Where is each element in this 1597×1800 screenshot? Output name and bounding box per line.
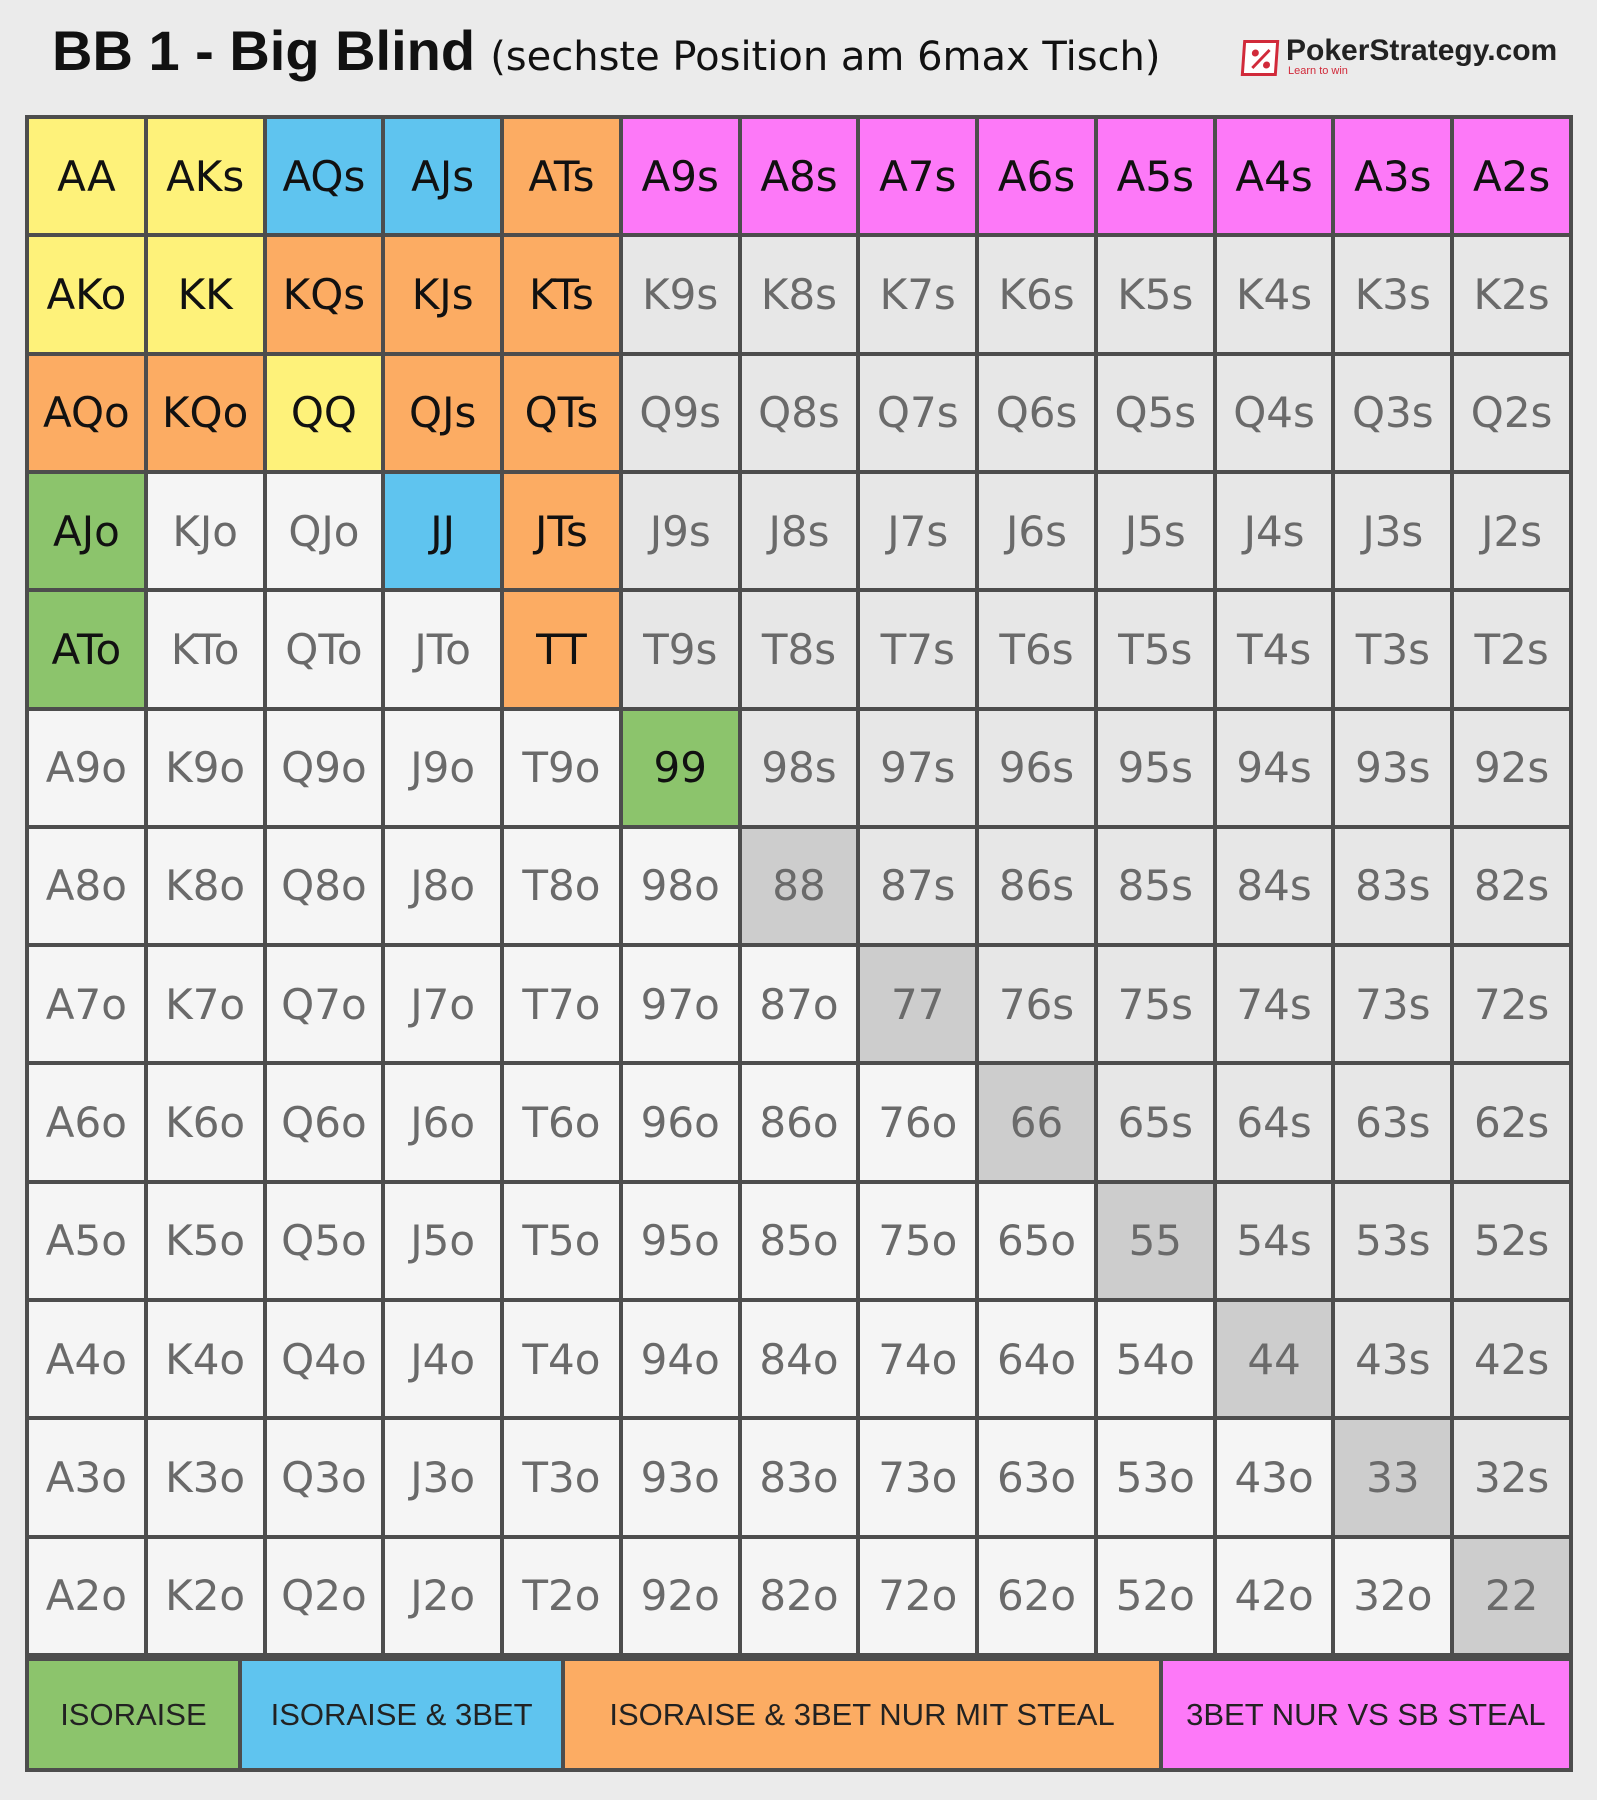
- hand-cell-22: 22: [1454, 1539, 1569, 1653]
- hand-cell-j3o: J3o: [385, 1420, 500, 1534]
- hand-cell-76o: 76o: [860, 1065, 975, 1179]
- hand-cell-t2s: T2s: [1454, 592, 1569, 706]
- hand-cell-tt: TT: [504, 592, 619, 706]
- hand-cell-k2s: K2s: [1454, 237, 1569, 351]
- hand-cell-77: 77: [860, 947, 975, 1061]
- hand-cell-a6o: A6o: [29, 1065, 144, 1179]
- hand-cell-87s: 87s: [860, 829, 975, 943]
- hand-cell-k7o: K7o: [148, 947, 263, 1061]
- hand-cell-86o: 86o: [742, 1065, 857, 1179]
- hand-cell-86s: 86s: [979, 829, 1094, 943]
- hand-cell-qts: QTs: [504, 356, 619, 470]
- hand-cell-42o: 42o: [1217, 1539, 1332, 1653]
- hand-cell-k3o: K3o: [148, 1420, 263, 1534]
- hand-cell-a7s: A7s: [860, 119, 975, 233]
- hand-cell-q9s: Q9s: [623, 356, 738, 470]
- hand-cell-ats: ATs: [504, 119, 619, 233]
- hand-cell-96o: 96o: [623, 1065, 738, 1179]
- hand-cell-t8s: T8s: [742, 592, 857, 706]
- hand-cell-q5o: Q5o: [267, 1184, 382, 1298]
- hand-cell-j7o: J7o: [385, 947, 500, 1061]
- hand-cell-j4s: J4s: [1217, 474, 1332, 588]
- hand-cell-k6s: K6s: [979, 237, 1094, 351]
- hand-cell-aa: AA: [29, 119, 144, 233]
- hand-cell-t6o: T6o: [504, 1065, 619, 1179]
- hand-cell-j2o: J2o: [385, 1539, 500, 1653]
- hand-cell-75s: 75s: [1098, 947, 1213, 1061]
- hand-cell-j8o: J8o: [385, 829, 500, 943]
- hand-cell-kjs: KJs: [385, 237, 500, 351]
- hand-cell-j6o: J6o: [385, 1065, 500, 1179]
- hand-cell-kk: KK: [148, 237, 263, 351]
- hand-cell-76s: 76s: [979, 947, 1094, 1061]
- hand-cell-t8o: T8o: [504, 829, 619, 943]
- hand-cell-88: 88: [742, 829, 857, 943]
- hand-cell-42s: 42s: [1454, 1302, 1569, 1416]
- hand-cell-99: 99: [623, 711, 738, 825]
- hand-cell-a5o: A5o: [29, 1184, 144, 1298]
- hand-cell-qjs: QJs: [385, 356, 500, 470]
- hand-cell-j2s: J2s: [1454, 474, 1569, 588]
- hand-cell-82s: 82s: [1454, 829, 1569, 943]
- hand-cell-85s: 85s: [1098, 829, 1213, 943]
- hand-cell-a3o: A3o: [29, 1420, 144, 1534]
- hand-cell-44: 44: [1217, 1302, 1332, 1416]
- hand-cell-j5s: J5s: [1098, 474, 1213, 588]
- pokerstrategy-logo: [1242, 34, 1562, 84]
- hand-cell-a6s: A6s: [979, 119, 1094, 233]
- hand-cell-t4s: T4s: [1217, 592, 1332, 706]
- hand-range-grid: [25, 115, 1573, 1657]
- hand-cell-q6o: Q6o: [267, 1065, 382, 1179]
- hand-cell-j3s: J3s: [1335, 474, 1450, 588]
- hand-cell-q3s: Q3s: [1335, 356, 1450, 470]
- hand-cell-72s: 72s: [1454, 947, 1569, 1061]
- hand-cell-q2o: Q2o: [267, 1539, 382, 1653]
- hand-cell-q7s: Q7s: [860, 356, 975, 470]
- hand-cell-65o: 65o: [979, 1184, 1094, 1298]
- hand-cell-q3o: Q3o: [267, 1420, 382, 1534]
- hand-cell-55: 55: [1098, 1184, 1213, 1298]
- hand-cell-64o: 64o: [979, 1302, 1094, 1416]
- hand-cell-73o: 73o: [860, 1420, 975, 1534]
- hand-cell-54s: 54s: [1217, 1184, 1332, 1298]
- hand-cell-84s: 84s: [1217, 829, 1332, 943]
- hand-cell-kto: KTo: [148, 592, 263, 706]
- hand-cell-k9s: K9s: [623, 237, 738, 351]
- hand-cell-k4s: K4s: [1217, 237, 1332, 351]
- hand-cell-q9o: Q9o: [267, 711, 382, 825]
- hand-cell-t5s: T5s: [1098, 592, 1213, 706]
- hand-cell-j9o: J9o: [385, 711, 500, 825]
- hand-cell-qto: QTo: [267, 592, 382, 706]
- page-title: BB 1 - Big Blind: [52, 19, 476, 82]
- hand-cell-q2s: Q2s: [1454, 356, 1569, 470]
- hand-cell-62s: 62s: [1454, 1065, 1569, 1179]
- hand-cell-t5o: T5o: [504, 1184, 619, 1298]
- hand-cell-aqs: AQs: [267, 119, 382, 233]
- hand-cell-73s: 73s: [1335, 947, 1450, 1061]
- hand-cell-a4o: A4o: [29, 1302, 144, 1416]
- hand-cell-65s: 65s: [1098, 1065, 1213, 1179]
- hand-cell-63o: 63o: [979, 1420, 1094, 1534]
- hand-cell-32o: 32o: [1335, 1539, 1450, 1653]
- hand-cell-a9s: A9s: [623, 119, 738, 233]
- hand-cell-ako: AKo: [29, 237, 144, 351]
- legend-item-orange: ISORAISE & 3BET NUR MIT STEAL: [565, 1661, 1158, 1768]
- hand-cell-ajs: AJs: [385, 119, 500, 233]
- hand-cell-97s: 97s: [860, 711, 975, 825]
- hand-cell-kqs: KQs: [267, 237, 382, 351]
- hand-cell-92s: 92s: [1454, 711, 1569, 825]
- hand-cell-kts: KTs: [504, 237, 619, 351]
- hand-cell-33: 33: [1335, 1420, 1450, 1534]
- hand-cell-62o: 62o: [979, 1539, 1094, 1653]
- percent-card-icon: [1241, 40, 1280, 76]
- hand-cell-52s: 52s: [1454, 1184, 1569, 1298]
- hand-cell-a3s: A3s: [1335, 119, 1450, 233]
- hand-cell-a4s: A4s: [1217, 119, 1332, 233]
- hand-cell-k4o: K4o: [148, 1302, 263, 1416]
- hand-cell-k8s: K8s: [742, 237, 857, 351]
- hand-cell-85o: 85o: [742, 1184, 857, 1298]
- hand-cell-q6s: Q6s: [979, 356, 1094, 470]
- hand-cell-t9s: T9s: [623, 592, 738, 706]
- hand-cell-q5s: Q5s: [1098, 356, 1213, 470]
- hand-cell-j4o: J4o: [385, 1302, 500, 1416]
- hand-cell-52o: 52o: [1098, 1539, 1213, 1653]
- hand-cell-j5o: J5o: [385, 1184, 500, 1298]
- hand-cell-j6s: J6s: [979, 474, 1094, 588]
- hand-cell-t3o: T3o: [504, 1420, 619, 1534]
- hand-cell-72o: 72o: [860, 1539, 975, 1653]
- hand-cell-a9o: A9o: [29, 711, 144, 825]
- hand-cell-k6o: K6o: [148, 1065, 263, 1179]
- hand-cell-98o: 98o: [623, 829, 738, 943]
- hand-cell-74o: 74o: [860, 1302, 975, 1416]
- hand-cell-jj: JJ: [385, 474, 500, 588]
- logo-brand-text: PokerStrategy.com: [1286, 34, 1558, 67]
- hand-cell-98s: 98s: [742, 711, 857, 825]
- hand-cell-a2s: A2s: [1454, 119, 1569, 233]
- hand-cell-t4o: T4o: [504, 1302, 619, 1416]
- hand-cell-qq: QQ: [267, 356, 382, 470]
- hand-cell-43o: 43o: [1217, 1420, 1332, 1534]
- title-row: [52, 18, 1202, 98]
- hand-cell-t9o: T9o: [504, 711, 619, 825]
- hand-cell-q8s: Q8s: [742, 356, 857, 470]
- hand-cell-94o: 94o: [623, 1302, 738, 1416]
- hand-cell-t3s: T3s: [1335, 592, 1450, 706]
- hand-cell-92o: 92o: [623, 1539, 738, 1653]
- hand-cell-t6s: T6s: [979, 592, 1094, 706]
- hand-cell-jts: JTs: [504, 474, 619, 588]
- page-subtitle: (sechste Position am 6max Tisch): [490, 34, 1161, 80]
- hand-cell-87o: 87o: [742, 947, 857, 1061]
- hand-cell-kjo: KJo: [148, 474, 263, 588]
- hand-cell-aks: AKs: [148, 119, 263, 233]
- hand-cell-83s: 83s: [1335, 829, 1450, 943]
- hand-cell-j9s: J9s: [623, 474, 738, 588]
- hand-cell-t7s: T7s: [860, 592, 975, 706]
- hand-cell-93s: 93s: [1335, 711, 1450, 825]
- hand-cell-82o: 82o: [742, 1539, 857, 1653]
- hand-cell-q4s: Q4s: [1217, 356, 1332, 470]
- hand-cell-96s: 96s: [979, 711, 1094, 825]
- hand-cell-63s: 63s: [1335, 1065, 1450, 1179]
- hand-cell-q7o: Q7o: [267, 947, 382, 1061]
- hand-cell-j7s: J7s: [860, 474, 975, 588]
- hand-cell-q8o: Q8o: [267, 829, 382, 943]
- hand-cell-k3s: K3s: [1335, 237, 1450, 351]
- hand-cell-64s: 64s: [1217, 1065, 1332, 1179]
- hand-cell-53s: 53s: [1335, 1184, 1450, 1298]
- hand-cell-93o: 93o: [623, 1420, 738, 1534]
- hand-cell-75o: 75o: [860, 1184, 975, 1298]
- legend: [25, 1657, 1573, 1772]
- hand-cell-a5s: A5s: [1098, 119, 1213, 233]
- hand-cell-a8o: A8o: [29, 829, 144, 943]
- hand-cell-k7s: K7s: [860, 237, 975, 351]
- hand-cell-a2o: A2o: [29, 1539, 144, 1653]
- hand-cell-97o: 97o: [623, 947, 738, 1061]
- hand-cell-a8s: A8s: [742, 119, 857, 233]
- hand-cell-t2o: T2o: [504, 1539, 619, 1653]
- hand-cell-ato: ATo: [29, 592, 144, 706]
- hand-cell-84o: 84o: [742, 1302, 857, 1416]
- hand-cell-k5o: K5o: [148, 1184, 263, 1298]
- hand-cell-83o: 83o: [742, 1420, 857, 1534]
- hand-cell-jto: JTo: [385, 592, 500, 706]
- hand-cell-j8s: J8s: [742, 474, 857, 588]
- hand-cell-32s: 32s: [1454, 1420, 1569, 1534]
- hand-cell-94s: 94s: [1217, 711, 1332, 825]
- hand-cell-k8o: K8o: [148, 829, 263, 943]
- hand-cell-k5s: K5s: [1098, 237, 1213, 351]
- hand-cell-k9o: K9o: [148, 711, 263, 825]
- hand-cell-43s: 43s: [1335, 1302, 1450, 1416]
- hand-cell-t7o: T7o: [504, 947, 619, 1061]
- legend-item-pink: 3BET NUR VS SB STEAL: [1163, 1661, 1569, 1768]
- hand-cell-k2o: K2o: [148, 1539, 263, 1653]
- hand-cell-53o: 53o: [1098, 1420, 1213, 1534]
- legend-item-green: ISORAISE: [29, 1661, 238, 1768]
- hand-cell-95o: 95o: [623, 1184, 738, 1298]
- hand-cell-a7o: A7o: [29, 947, 144, 1061]
- hand-cell-95s: 95s: [1098, 711, 1213, 825]
- hand-cell-q4o: Q4o: [267, 1302, 382, 1416]
- hand-cell-aqo: AQo: [29, 356, 144, 470]
- hand-cell-54o: 54o: [1098, 1302, 1213, 1416]
- hand-cell-74s: 74s: [1217, 947, 1332, 1061]
- logo-tagline: Learn to win: [1288, 65, 1348, 77]
- hand-cell-kqo: KQo: [148, 356, 263, 470]
- hand-cell-ajo: AJo: [29, 474, 144, 588]
- hand-cell-qjo: QJo: [267, 474, 382, 588]
- legend-item-blue: ISORAISE & 3BET: [242, 1661, 562, 1768]
- hand-cell-66: 66: [979, 1065, 1094, 1179]
